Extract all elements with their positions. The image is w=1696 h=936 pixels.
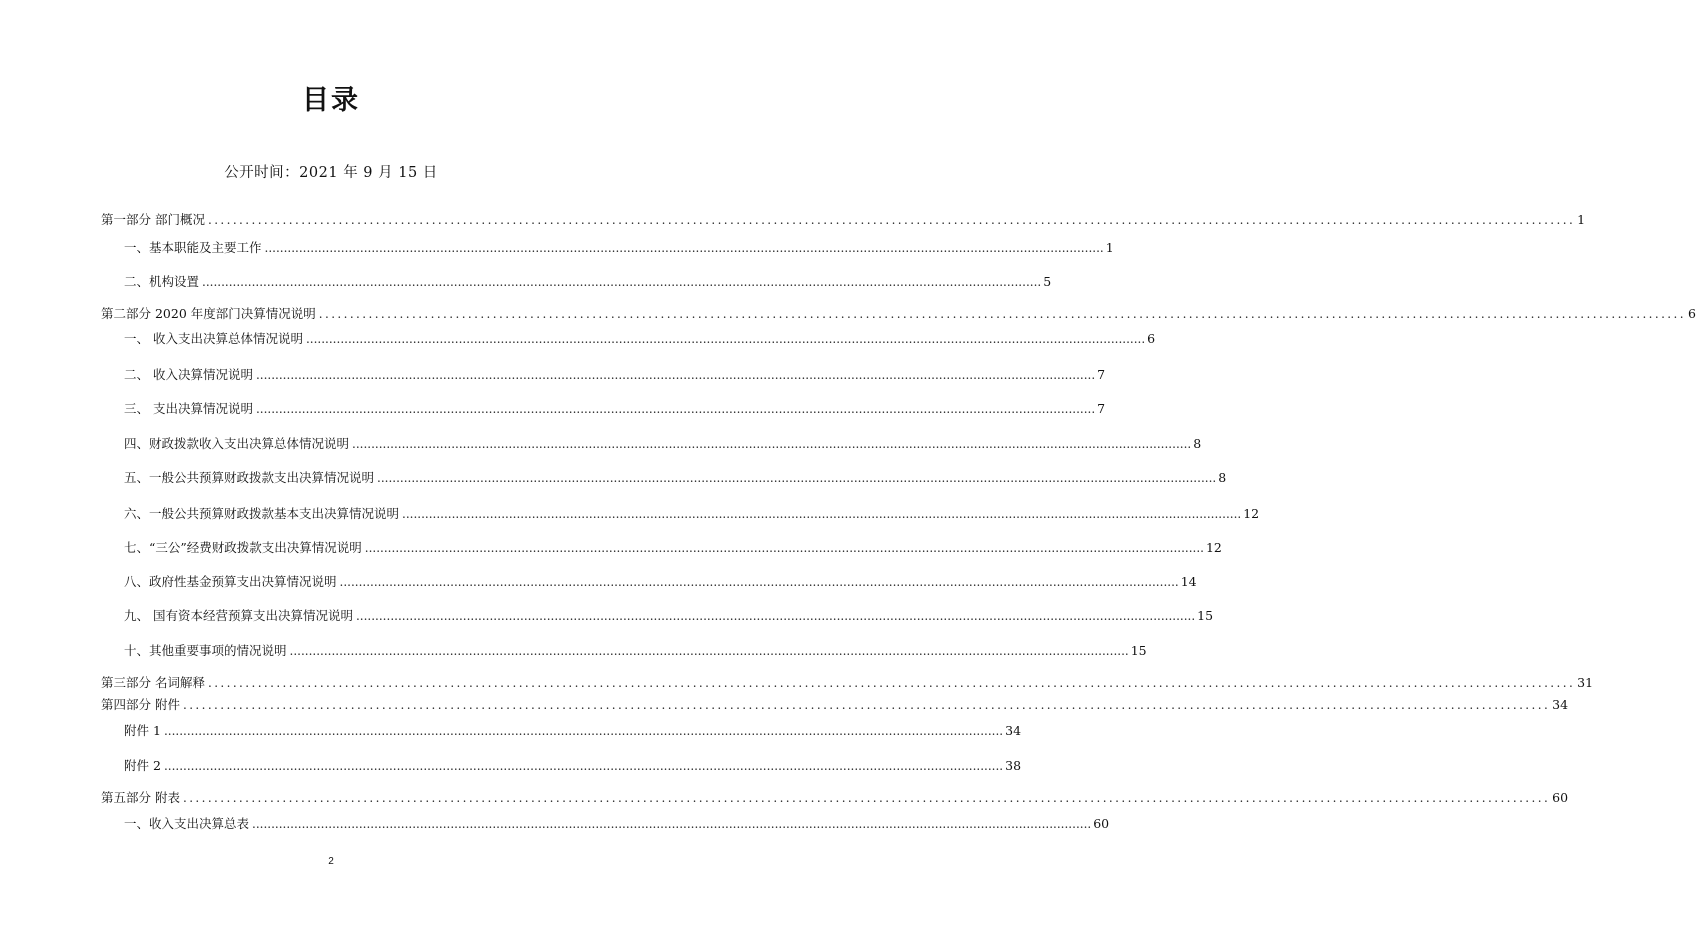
toc-dot-leader: ............................................................................................................................................................................................................................: [202, 275, 1042, 289]
toc-dot-leader: ............................................................................................................................................................................................................................: [252, 817, 1092, 831]
toc-entry-label: 第五部分 附表: [101, 790, 180, 805]
toc-dot-leader: ............................................................................................................................................................................................................................: [163, 724, 1004, 738]
toc-entry-label: 四、财政拨款收入支出决算总体情况说明: [124, 436, 350, 451]
toc-entry-page: 31: [1577, 675, 1594, 690]
toc-entry-page: 12: [1243, 506, 1260, 521]
toc-entry[interactable]: [124, 240, 1114, 256]
toc-entry-page: 1: [1577, 212, 1586, 227]
toc-entry-page: 60: [1552, 790, 1569, 805]
toc-entry-label: 附件 2: [124, 758, 161, 773]
toc-dot-leader: ............................................................................................................................................................................................................................: [318, 307, 1686, 321]
toc-dot-leader: ............................................................................................................................................................................................................................: [182, 698, 1551, 712]
toc-dot-leader: ............................................................................................................................................................................................................................: [305, 332, 1146, 346]
toc-dot-leader: ............................................................................................................................................................................................................................: [355, 609, 1196, 623]
toc-entry-label: 五、一般公共预算财政拨款支出决算情况说明: [124, 470, 375, 485]
toc-dot-leader: ............................................................................................................................................................................................................................: [402, 507, 1242, 521]
toc-entry-page: 8: [1218, 470, 1227, 485]
toc-entry-page: 15: [1197, 608, 1214, 623]
page-title: 目录: [302, 85, 360, 116]
toc-entry-label: 七、“三公”经费财政拨款支出决算情况说明: [124, 540, 362, 555]
toc-entry[interactable]: [124, 506, 1260, 522]
toc-entry[interactable]: [101, 790, 1569, 806]
toc-entry-label: 九、 国有资本经营预算支出决算情况说明: [124, 608, 353, 623]
toc-entry[interactable]: [124, 574, 1197, 590]
toc-entry-page: 15: [1130, 643, 1147, 658]
toc-dot-leader: ............................................................................................................................................................................................................................: [207, 213, 1576, 227]
toc-entry-page: 14: [1180, 574, 1197, 589]
toc-entry[interactable]: [124, 816, 1110, 832]
toc-dot-leader: ............................................................................................................................................................................................................................: [352, 437, 1192, 451]
toc-entry-label: 第四部分 附件: [101, 697, 180, 712]
toc-dot-leader: ............................................................................................................................................................................................................................: [182, 791, 1551, 805]
toc-entry-label: 三、 支出决算情况说明: [124, 401, 253, 416]
toc-entry-page: 8: [1193, 436, 1202, 451]
toc-dot-leader: ............................................................................................................................................................................................................................: [339, 575, 1179, 589]
toc-entry-label: 二、 收入决算情况说明: [124, 367, 253, 382]
toc-entry-page: 5: [1043, 274, 1052, 289]
page-number: 2: [328, 856, 334, 867]
toc-entry[interactable]: [124, 331, 1156, 347]
toc-entry-page: 7: [1097, 401, 1106, 416]
toc-entry[interactable]: [124, 436, 1202, 452]
toc-entry[interactable]: [101, 212, 1586, 228]
toc-dot-leader: ............................................................................................................................................................................................................................: [163, 759, 1004, 773]
toc-entry[interactable]: [124, 643, 1147, 659]
toc-entry[interactable]: [101, 675, 1594, 691]
toc-entry-page: 38: [1005, 758, 1022, 773]
toc-entry[interactable]: [101, 306, 1696, 322]
toc-entry[interactable]: [124, 401, 1106, 417]
toc-entry-label: 第三部分 名词解释: [101, 675, 205, 690]
toc-entry[interactable]: [101, 697, 1569, 713]
toc-entry[interactable]: [124, 470, 1227, 486]
toc-entry[interactable]: [124, 274, 1052, 290]
toc-entry-label: 十、其他重要事项的情况说明: [124, 643, 287, 658]
toc-dot-leader: ............................................................................................................................................................................................................................: [377, 471, 1217, 485]
toc-entry-page: 34: [1552, 697, 1569, 712]
toc-dot-leader: ............................................................................................................................................................................................................................: [255, 368, 1096, 382]
toc-dot-leader: ............................................................................................................................................................................................................................: [364, 541, 1204, 555]
toc-entry-page: 6: [1147, 331, 1156, 346]
toc-dot-leader: ............................................................................................................................................................................................................................: [207, 676, 1576, 690]
toc-entry-label: 一、 收入支出决算总体情况说明: [124, 331, 303, 346]
toc-dot-leader: ............................................................................................................................................................................................................................: [289, 644, 1129, 658]
toc-entry-label: 八、政府性基金预算支出决算情况说明: [124, 574, 337, 589]
toc-entry[interactable]: [124, 367, 1106, 383]
toc-entry-page: 34: [1005, 723, 1022, 738]
toc-entry-label: 一、基本职能及主要工作: [124, 240, 262, 255]
toc-entry-page: 60: [1093, 816, 1110, 831]
toc-entry[interactable]: [124, 758, 1022, 774]
toc-entry-page: 12: [1205, 540, 1222, 555]
toc-entry-page: 7: [1097, 367, 1106, 382]
toc-entry-label: 附件 1: [124, 723, 161, 738]
toc-entry[interactable]: [124, 540, 1222, 556]
toc-entry[interactable]: [124, 608, 1214, 624]
toc-entry[interactable]: [124, 723, 1022, 739]
toc-entry-label: 一、收入支出决算总表: [124, 816, 250, 831]
toc-entry-page: 6: [1687, 306, 1696, 321]
toc-entry-page: 1: [1105, 240, 1114, 255]
toc-dot-leader: ............................................................................................................................................................................................................................: [255, 402, 1096, 416]
toc-dot-leader: ............................................................................................................................................................................................................................: [264, 241, 1104, 255]
toc-entry-label: 二、机构设置: [124, 274, 200, 289]
toc-entry-label: 第二部分 2020 年度部门决算情况说明: [101, 306, 316, 321]
toc-entry-label: 第一部分 部门概况: [101, 212, 205, 227]
toc-entry-label: 六、一般公共预算财政拨款基本支出决算情况说明: [124, 506, 400, 521]
publish-date: 公开时间：2021 年 9 月 15 日: [224, 165, 438, 181]
